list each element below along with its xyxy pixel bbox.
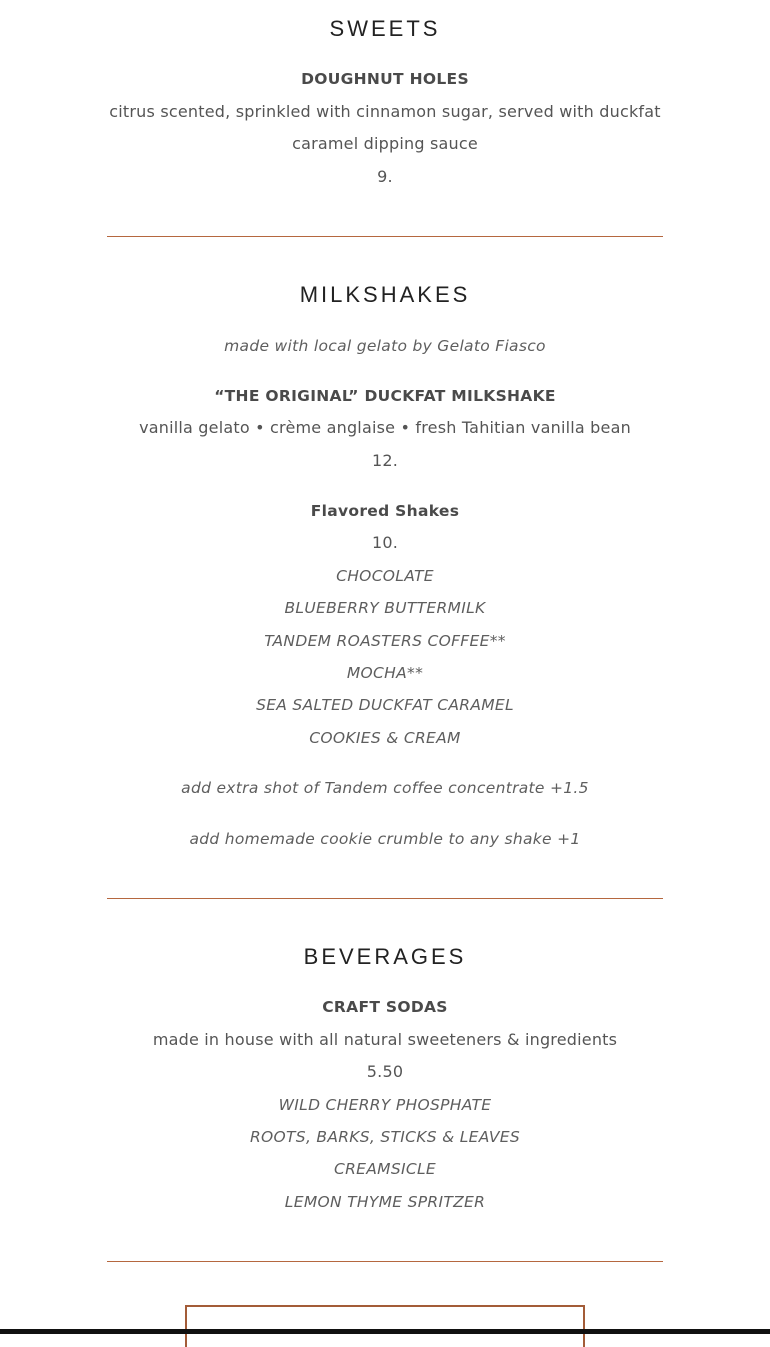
craft-sodas-title: CRAFT SODAS	[322, 998, 448, 1016]
doughnut-holes-description-line1: citrus scented, sprinkled with cinnamon sugar, served with duckfat	[109, 102, 661, 121]
doughnut-holes-description-line2: caramel dipping sauce	[292, 134, 478, 153]
flavor-item: MOCHA**	[346, 664, 424, 682]
section-divider	[107, 898, 663, 899]
original-milkshake-description: vanilla gelato • crème anglaise • fresh Tahitian vanilla bean	[139, 418, 631, 437]
craft-sodas-price: 5.50	[366, 1062, 404, 1081]
doughnut-holes-price: 9.	[377, 167, 393, 186]
flavor-item: TANDEM ROASTERS COFFEE**	[264, 632, 506, 650]
sweets-heading: SWEETS	[329, 16, 441, 41]
addon-coffee-shot: add extra shot of Tandem coffee concentrate +1.5	[181, 779, 589, 797]
soda-item: LEMON THYME SPRITZER	[284, 1193, 486, 1211]
beverages-heading: BEVERAGES	[303, 944, 467, 969]
section-divider	[107, 236, 663, 237]
bottom-action-box[interactable]	[185, 1305, 585, 1347]
original-milkshake-price: 12.	[371, 451, 399, 470]
soda-item: CREAMSICLE	[333, 1160, 437, 1178]
flavored-shakes-title: Flavored Shakes	[310, 502, 460, 520]
flavor-item: BLUEBERRY BUTTERMILK	[284, 599, 486, 617]
doughnut-holes-title: DOUGHNUT HOLES	[301, 70, 469, 88]
flavored-shakes-price: 10.	[371, 533, 399, 552]
craft-sodas-description: made in house with all natural sweeteners & ingredients	[152, 1030, 618, 1049]
flavor-item: SEA SALTED DUCKFAT CARAMEL	[256, 696, 514, 714]
milkshakes-heading: MILKSHAKES	[299, 282, 471, 307]
flavor-item: COOKIES & CREAM	[309, 729, 461, 747]
soda-item: WILD CHERRY PHOSPHATE	[278, 1096, 492, 1114]
flavor-item: CHOCOLATE	[336, 567, 434, 585]
addon-cookie-crumble: add homemade cookie crumble to any shake +1	[189, 830, 581, 848]
soda-item: ROOTS, BARKS, STICKS & LEAVES	[249, 1128, 521, 1146]
bottom-bar	[0, 1329, 770, 1334]
original-milkshake-title: “THE ORIGINAL” DUCKFAT MILKSHAKE	[214, 387, 556, 405]
milkshakes-subtitle: made with local gelato by Gelato Fiasco	[224, 337, 546, 355]
section-divider	[107, 1261, 663, 1262]
